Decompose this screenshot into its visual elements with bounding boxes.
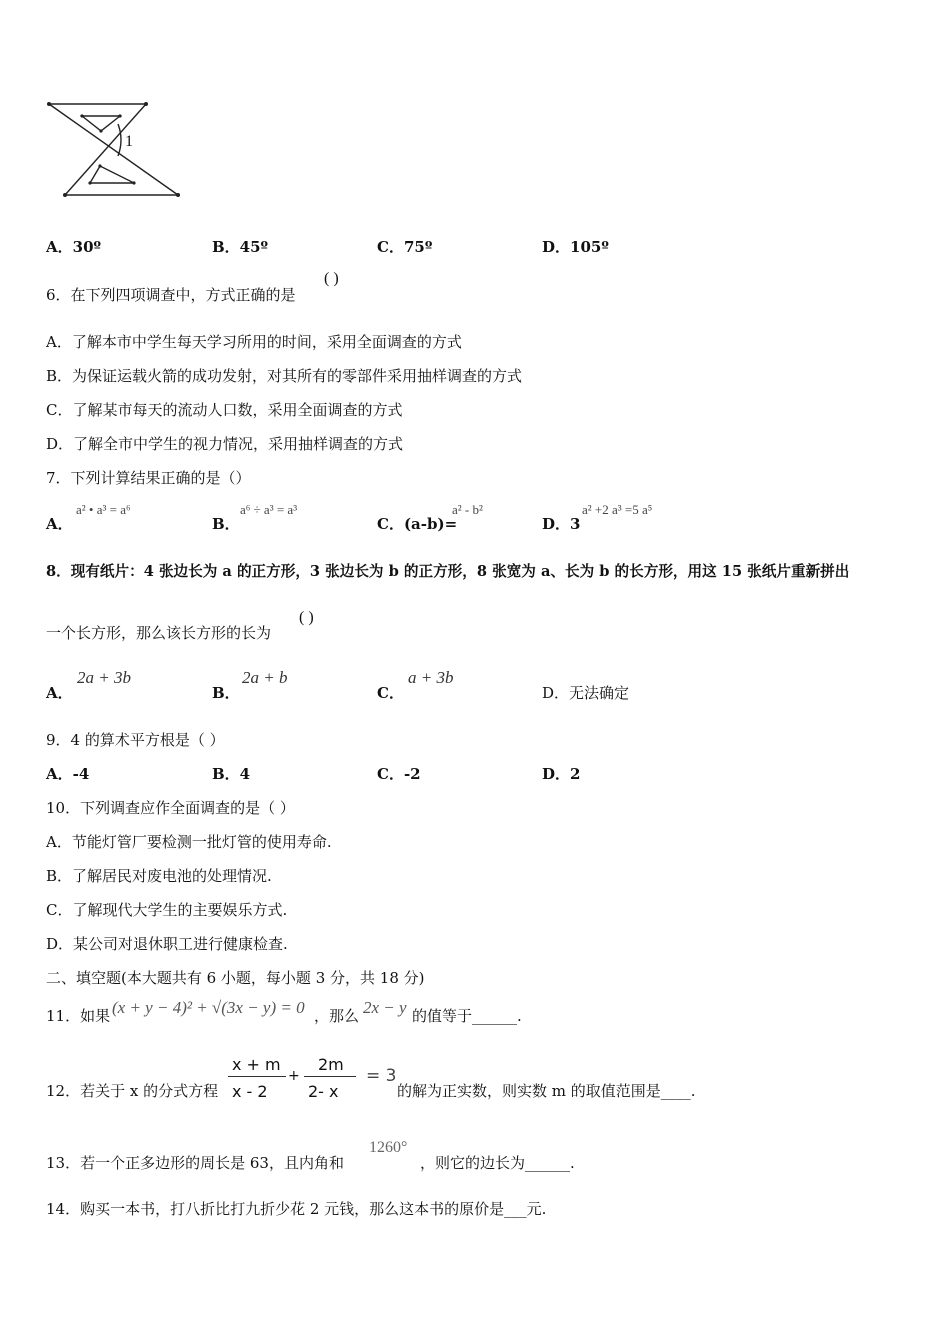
top-left-diagonal <box>49 104 178 195</box>
q6-option-a[interactable]: A．了解本市中学生每天学习所用的时间，采用全面调查的方式 <box>46 333 462 351</box>
q8-paren: ( ) <box>299 609 314 626</box>
q6-option-d[interactable]: D．了解全市中学生的视力情况，采用抽样调查的方式 <box>46 435 404 453</box>
q14-text: 14．购买一本书，打八折比打九折少花 2 元钱，那么这本书的原价是___元. <box>46 1200 547 1218</box>
q12-frac1-num: x + m <box>232 1055 281 1074</box>
q7-stem: 7．下列计算结果正确的是（） <box>46 469 251 487</box>
inner-triangle-bottom <box>90 166 134 183</box>
q10-option-a[interactable]: A．节能灯管厂要检测一批灯管的使用寿命. <box>46 833 332 851</box>
q10-stem: 10．下列调查应作全面调查的是（ ） <box>46 799 295 817</box>
q6-option-c[interactable]: C．了解某市每天的流动人口数，采用全面调查的方式 <box>46 401 403 419</box>
q8-option-c-expr: a + 3b <box>408 668 454 687</box>
q8-option-a-label[interactable]: A． <box>46 684 73 702</box>
q9-option-d[interactable]: D．2 <box>542 765 581 783</box>
angle-label: 1 <box>125 133 133 150</box>
q10-option-c[interactable]: C．了解现代大学生的主要娱乐方式. <box>46 901 288 919</box>
q12-plus: + <box>288 1068 300 1084</box>
angle-arc <box>118 124 121 156</box>
q8-option-a-expr: 2a + 3b <box>77 668 131 687</box>
q6-option-b[interactable]: B．为保证运载火箭的成功发射，对其所有的零部件采用抽样调查的方式 <box>46 367 523 385</box>
q5-option-c[interactable]: C．75º <box>377 238 433 256</box>
q5-option-d[interactable]: D．105º <box>542 238 609 256</box>
q9-stem: 9．4 的算术平方根是（ ） <box>46 731 225 749</box>
q9-option-a[interactable]: A．-4 <box>46 765 90 783</box>
q12-frac1-bar <box>228 1076 286 1077</box>
q8-stem-line2: 一个长方形，那么该长方形的长为 <box>46 624 272 642</box>
q7-option-d-expr: a² +2 a³ =5 a⁵ <box>582 502 653 517</box>
q11-expression-2: 2x − y <box>363 998 407 1017</box>
q8-option-b-label[interactable]: B． <box>212 684 240 702</box>
inner-triangle-top <box>82 116 120 131</box>
q6-paren: ( ) <box>324 270 339 287</box>
q12-frac2-den: 2- x <box>308 1082 339 1101</box>
q8-option-b-expr: 2a + b <box>242 668 288 687</box>
q9-option-b[interactable]: B．4 <box>212 765 251 783</box>
q11-expression: (x + y − 4)² + √(3x − y) = 0 <box>112 998 305 1017</box>
q12-frac2-bar <box>304 1076 356 1077</box>
q12-post: 的解为正实数，则实数 m 的取值范围是____. <box>397 1082 696 1100</box>
q11-post: 的值等于______. <box>412 1007 522 1025</box>
q13-post: ，则它的边长为______. <box>420 1154 575 1172</box>
q7-option-d-label[interactable]: D．3 <box>542 515 581 533</box>
q8-stem-line1: 8．现有纸片：4 张边长为 a 的正方形，3 张边长为 b 的正方形，8 张宽为 a、长为 b 的长方形，用这 15 张纸片重新拼出 <box>46 563 850 580</box>
q10-option-d[interactable]: D．某公司对退休职工进行健康检查. <box>46 935 288 953</box>
q7-option-c-expr: a² - b² <box>452 502 483 517</box>
q5-option-b[interactable]: B．45º <box>212 238 269 256</box>
q5-option-a[interactable]: A．30º <box>46 238 102 256</box>
q12-frac2-num: 2m <box>318 1055 344 1074</box>
q12-rhs: = 3 <box>366 1066 397 1086</box>
section-heading-fill-in: 二、填空题(本大题共有 6 小题，每小题 3 分，共 18 分) <box>46 969 425 987</box>
q7-option-a-label[interactable]: A． <box>46 515 73 533</box>
q7-option-a-expr: a² • a³ = a⁶ <box>76 502 131 517</box>
geometry-figure <box>0 0 950 220</box>
top-right-diagonal <box>65 104 146 195</box>
q8-option-c-label[interactable]: C． <box>377 684 404 702</box>
q6-stem: 6．在下列四项调查中，方式正确的是 <box>46 286 296 304</box>
q12-pre: 12．若关于 x 的分式方程 <box>46 1082 219 1100</box>
q12-frac1-den: x - 2 <box>232 1082 268 1101</box>
q7-option-c-label[interactable]: C．(a-b)= <box>377 515 458 533</box>
q8-option-d[interactable]: D．无法确定 <box>542 684 630 702</box>
q9-option-c[interactable]: C．-2 <box>377 765 421 783</box>
q11-pre: 11．如果 <box>46 1007 111 1025</box>
q13-expression: 1260° <box>369 1139 408 1156</box>
q11-mid: ，那么 <box>314 1007 360 1025</box>
q7-option-b-expr: a⁶ ÷ a³ = a³ <box>240 502 298 517</box>
q13-pre: 13．若一个正多边形的周长是 63，且内角和 <box>46 1154 344 1172</box>
q10-option-b[interactable]: B．了解居民对废电池的处理情况. <box>46 867 272 885</box>
q7-option-b-label[interactable]: B． <box>212 515 240 533</box>
